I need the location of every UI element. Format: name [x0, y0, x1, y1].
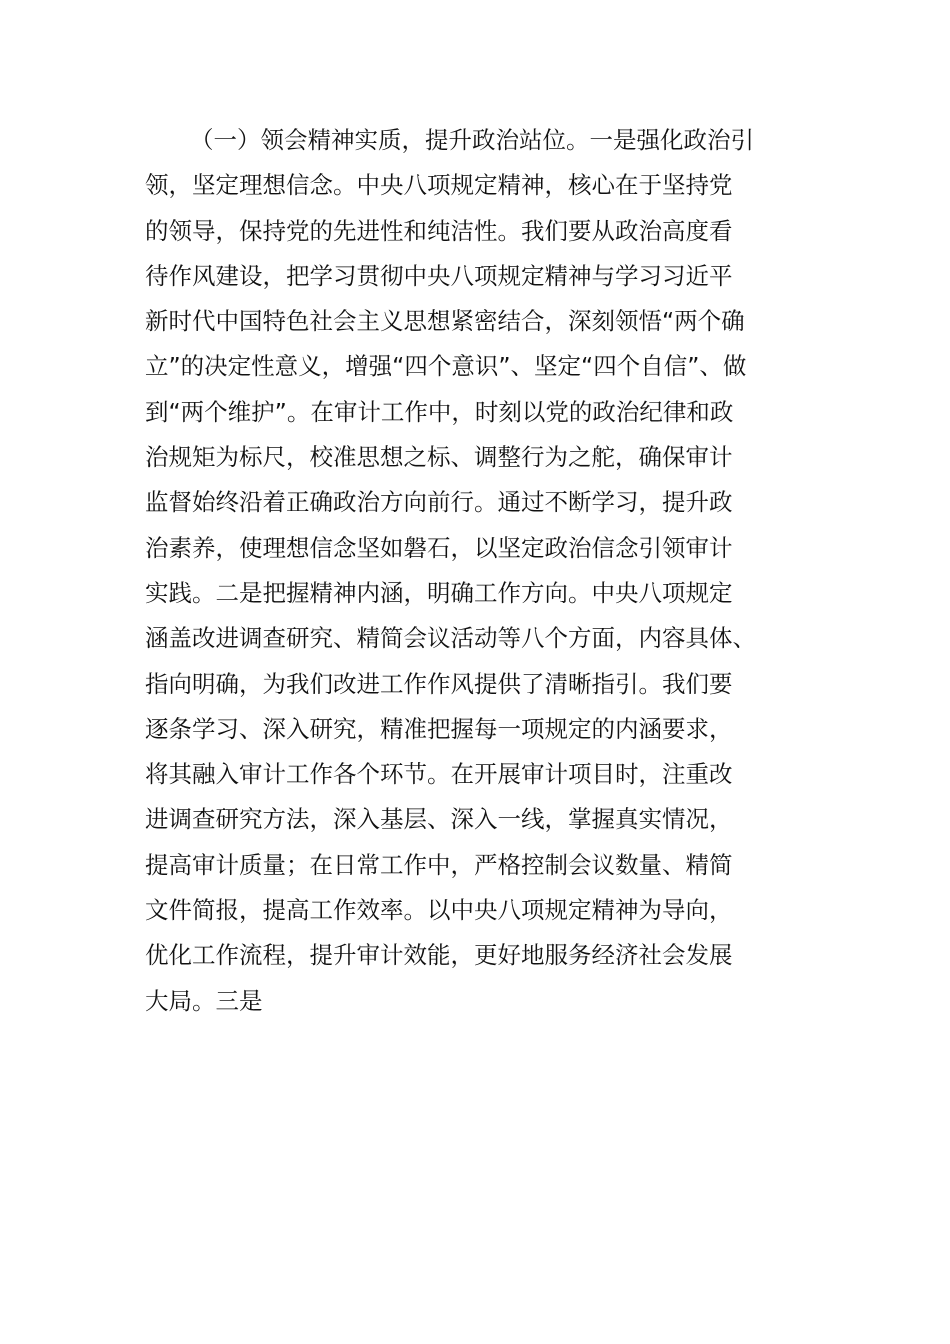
paragraph-line: 治素养，使理想信念坚如磐石，以坚定政治信念引领审计: [145, 533, 733, 562]
paragraph-line: 实践。二是把握精神内涵，明确工作方向。中央八项规定: [145, 578, 733, 607]
paragraph-line: （一）领会精神实质，提升政治站位。一是强化政治引: [190, 126, 754, 154]
paragraph-line: 到“两个维护”。在审计工作中，时刻以党的政治纪律和政: [145, 397, 734, 426]
paragraph-line: 待作风建设，把学习贯彻中央八项规定精神与学习习近平: [145, 261, 733, 290]
paragraph-line: 监督始终沿着正确政治方向前行。通过不断学习，提升政: [145, 488, 733, 517]
paragraph-line: 优化工作流程，提升审计效能，更好地服务经济社会发展: [145, 941, 733, 970]
paragraph-line: 文件简报，提高工作效率。以中央八项规定精神为导向，: [145, 896, 733, 925]
paragraph-line: 涵盖改进调查研究、精简会议活动等八个方面，内容具体、: [145, 624, 756, 653]
paragraph-line: 治规矩为标尺，校准思想之标、调整行为之舵，确保审计: [145, 443, 733, 472]
paragraph-line: 进调查研究方法，深入基层、深入一线，掌握真实情况，: [145, 805, 733, 834]
paragraph-line: 领，坚定理想信念。中央八项规定精神，核心在于坚持党: [145, 171, 733, 200]
paragraph-line: 提高审计质量；在日常工作中，严格控制会议数量、精简: [145, 850, 733, 879]
paragraph-line: 将其融入审计工作各个环节。在开展审计项目时，注重改: [145, 760, 733, 789]
paragraph-line: 大局。三是: [145, 986, 263, 1015]
paragraph-line: 逐条学习、深入研究，精准把握每一项规定的内涵要求，: [145, 714, 733, 743]
paragraph-line: 的领导，保持党的先进性和纯洁性。我们要从政治高度看: [145, 216, 733, 245]
body-paragraph: [145, 118, 815, 1024]
paragraph-line: 新时代中国特色社会主义思想紧密结合，深刻领悟“两个确: [145, 307, 745, 336]
paragraph-line: 指向明确，为我们改进工作作风提供了清晰指引。我们要: [145, 669, 733, 698]
paragraph-line: 立”的决定性意义，增强“四个意识”、坚定“四个自信”、做: [145, 352, 747, 381]
